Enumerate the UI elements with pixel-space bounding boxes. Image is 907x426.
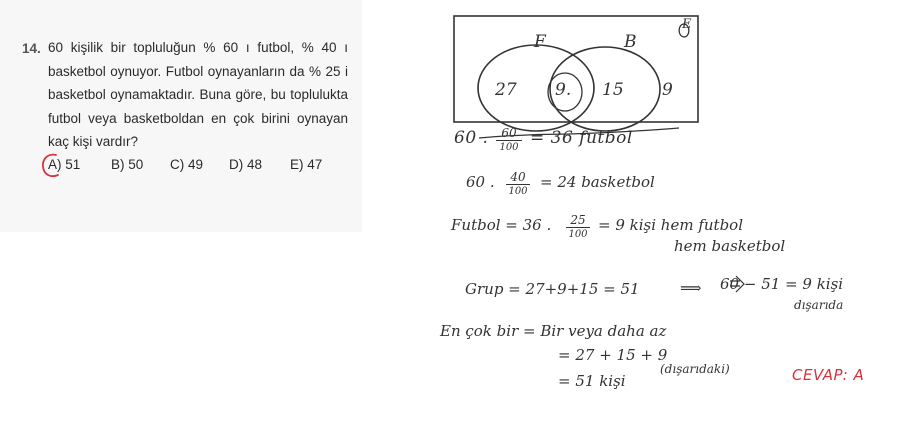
line4-outside-calc: 60 − 51 = 9 kişi	[720, 275, 844, 293]
line3-lead: Futbol = 36 .	[451, 216, 552, 234]
only-b-count: 15	[602, 80, 624, 100]
line2-numerator: 40	[510, 170, 526, 184]
set-f-label: F	[534, 32, 546, 52]
line4-outside-note: dışarıda	[794, 298, 844, 312]
handwritten-solution	[362, 0, 907, 426]
line1-result: = 36 futbol	[530, 128, 633, 148]
only-f-count: 27	[495, 80, 517, 100]
line2-lead: 60 .	[466, 173, 495, 191]
line1-lead: 60 .	[454, 128, 489, 148]
line1-denominator: 100	[496, 140, 522, 153]
line3-numerator: 25	[570, 213, 586, 227]
line6-sum: = 27 + 15 + 9	[558, 346, 668, 364]
universe-label: E	[682, 17, 692, 32]
line2-fraction	[506, 171, 530, 197]
answer-options	[48, 157, 348, 177]
line3-fraction	[566, 214, 590, 240]
line3-denominator: 100	[566, 227, 590, 240]
line6-note: (dışarıdaki)	[660, 362, 730, 376]
option-e[interactable]: E) 47	[290, 157, 323, 172]
line2-result: = 24 basketbol	[540, 173, 655, 191]
option-d[interactable]: D) 48	[229, 157, 263, 172]
answer-note: CEVAP: A	[792, 366, 865, 384]
option-b[interactable]: B) 50	[111, 157, 144, 172]
line2-denominator: 100	[506, 184, 530, 197]
line5-definition: En çok bir = Bir veya daha az	[440, 322, 667, 340]
line4-arrow: ⟹	[680, 279, 702, 297]
line1-fraction	[496, 127, 522, 153]
outside-count: 9	[662, 80, 673, 100]
question-number: 14.	[22, 41, 41, 56]
set-b-label: B	[624, 32, 637, 52]
line4-sum: Grup = 27+9+15 = 51	[465, 280, 640, 298]
line7-result: = 51 kişi	[558, 372, 626, 390]
intersection-count: 9.	[555, 80, 572, 100]
line1-numerator: 60	[501, 126, 517, 140]
line3-result-cont: hem basketbol	[674, 237, 786, 255]
option-c[interactable]: C) 49	[170, 157, 204, 172]
question-text: 60 kişilik bir topluluğun % 60 ı futbol, % 40 ı basketbol oynuyor. Futbol oynayanların da % 25 i basketbol oynamaktadır. Buna göre, bu toplulukta futbol veya basketboldan en çok birini oynayan kaç kişi vardır?	[48, 40, 348, 149]
option-a[interactable]: A) 51	[48, 157, 81, 172]
line3-result: = 9 kişi hem futbol	[598, 216, 743, 234]
question-panel	[0, 0, 362, 232]
